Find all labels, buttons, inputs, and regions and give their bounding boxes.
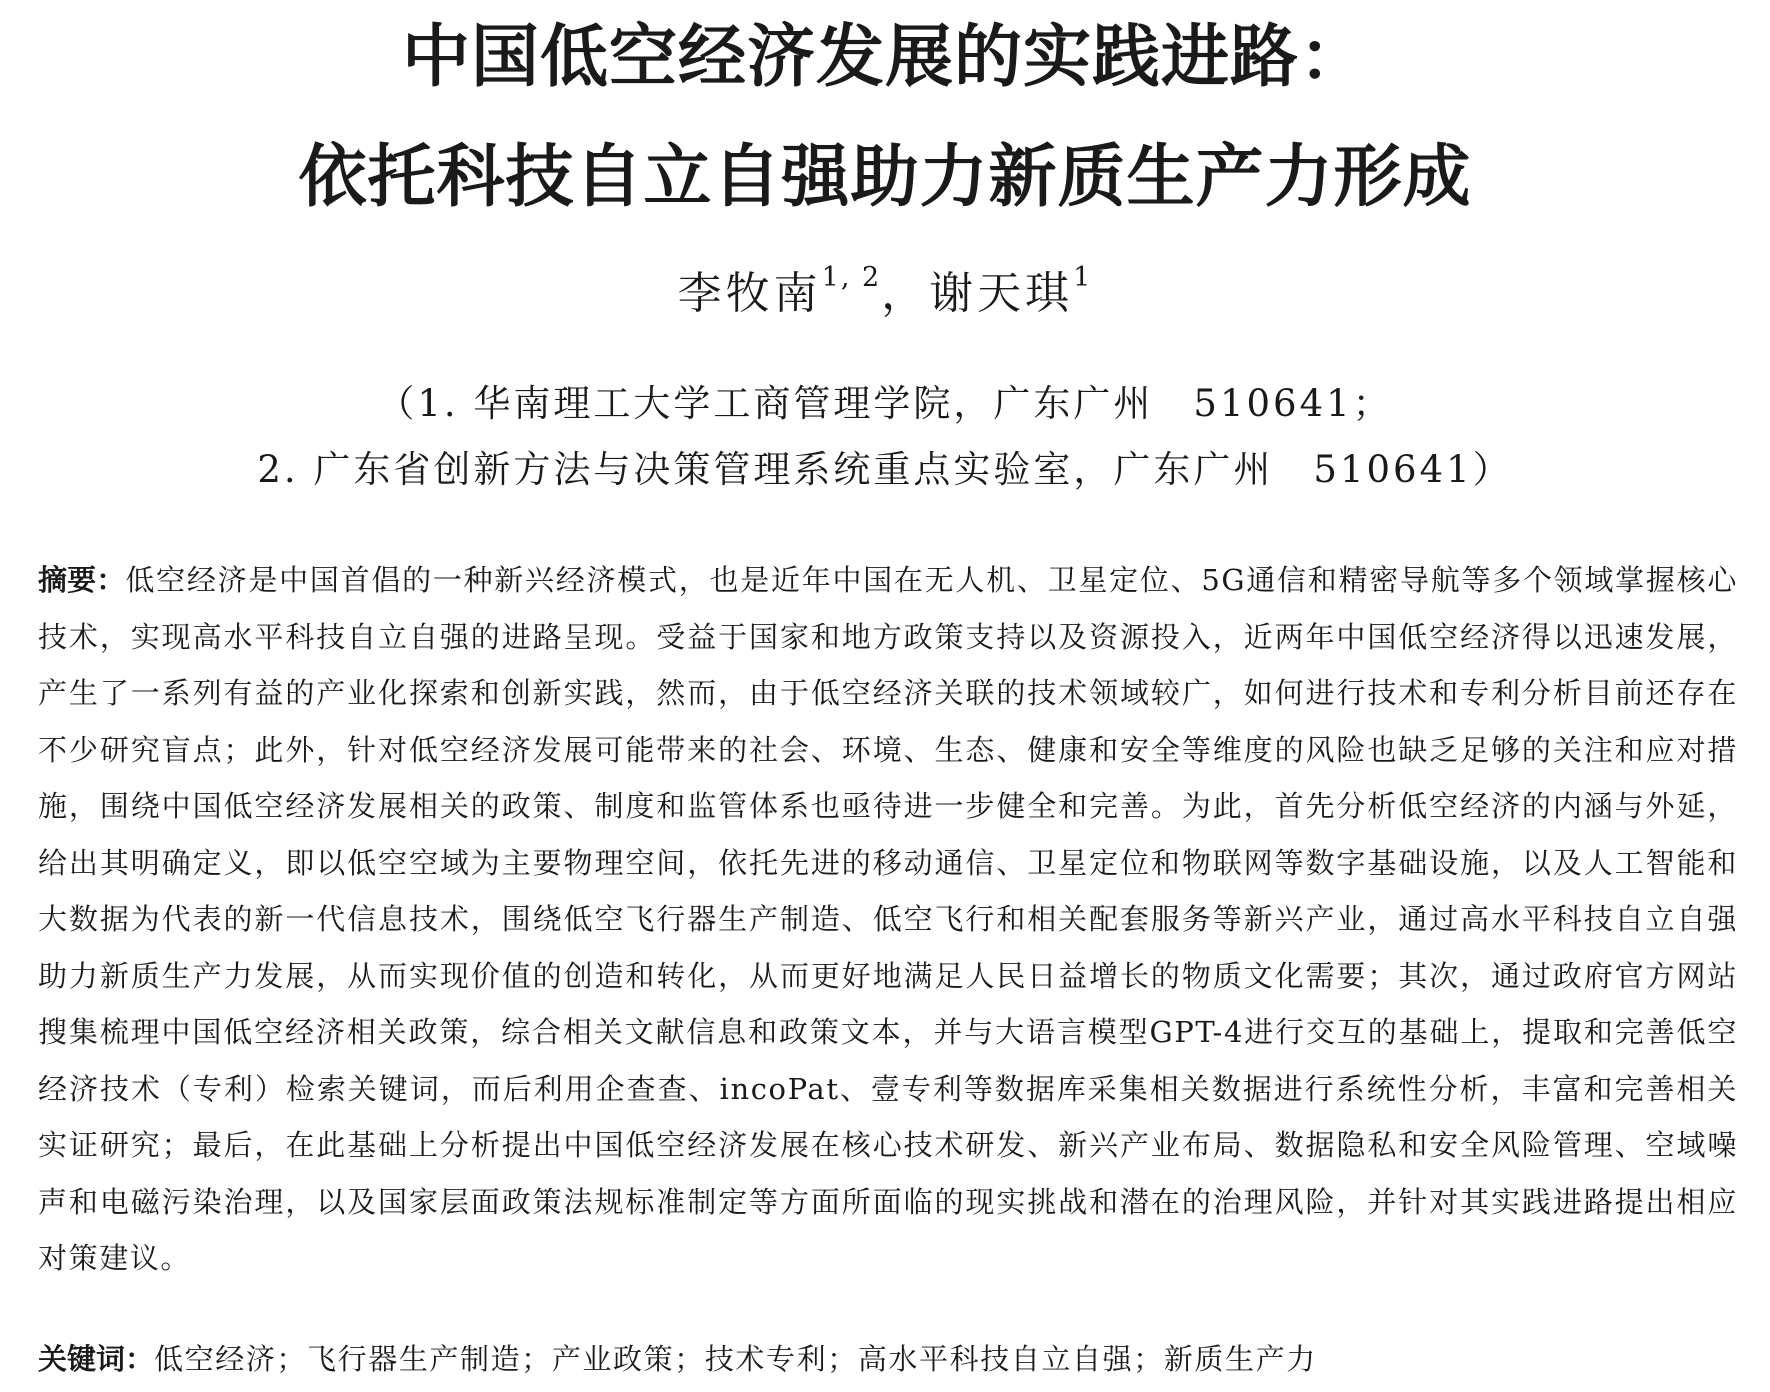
- author-2-affiliation-mark: 1: [1073, 262, 1093, 293]
- author-1-name: 李牧南: [677, 268, 822, 319]
- keywords-label: 关键词：: [38, 1342, 155, 1376]
- affiliation-line-2: 2. 广东省创新方法与决策管理系统重点实验室，广东广州 510641）: [257, 448, 1513, 491]
- abstract-paragraph: [38, 552, 1738, 1287]
- affiliation-line-1: （1. 华南理工大学工商管理学院，广东广州 510641；: [377, 382, 1393, 425]
- abstract-text: 低空经济是中国首倡的一种新兴经济模式，也是近年中国在无人机、卫星定位、5G通信和精密导航等多个领域掌握核心技术，实现高水平科技自立自强的进路呈现。受益于国家和地方政策支持以及资源投入，近两年中国低空经济得以迅速发展，产生了一系列有益的产业化探索和创新实践，然而，由于低空经济关联的技术领域较广，如何进行技术和专利分析目前还存在不少研究盲点；此外，针对低空经济发展可能带来的社会、环境、生态、健康和安全等维度的风险也缺乏足够的关注和应对措施，围绕中国低空经济发展相关的政策、制度和监管体系也亟待进一步健全和完善。为此，首先分析低空经济的内涵与外延，给出其明确定义，即以低空空域为主要物理空间，依托先进的移动通信、卫星定位和物联网等数字基础设施，以及人工智能和大数据为代表的新一代信息技术，围绕低空飞行器生产制造、低空飞行和相关配套服务等新兴产业，通过高水平科技自立自强助力新质生产力发展，从而实现价值的创造和转化，从而更好地满足人民日益增长的物质文化需要；其次，通过政府官方网站搜集梳理中国低空经济相关政策，综合相关文献信息和政策文本，并与大语言模型GPT-4进行交互的基础上，提取和完善低空经济技术（专利）检索关键词，而后利用企查查、incoPat、壹专利等数据库采集相关数据进行系统性分析，丰富和完善相关实证研究；最后，在此基础上分析提出中国低空经济发展在核心技术研发、新兴产业布局、数据隐私和安全风险管理、空域噪声和电磁污染治理，以及国家层面政策法规标准制定等方面所面临的现实挑战和潜在的治理风险，并针对其实践进路提出相应对策建议。: [38, 563, 1738, 1275]
- author-separator: ，: [881, 268, 930, 319]
- paper-title-line-2: 依托科技自立自强助力新质生产力形成: [298, 138, 1472, 217]
- author-1-affiliation-mark: 1, 2: [821, 262, 882, 293]
- keywords-line: [38, 1336, 1738, 1382]
- paper-title-line-1: 中国低空经济发展的实践进路：: [401, 18, 1368, 97]
- abstract-label: 摘要：: [38, 563, 126, 597]
- author-list: [0, 248, 1770, 324]
- author-2-name: 谢天琪: [929, 268, 1074, 319]
- keywords-text: 低空经济；飞行器生产制造；产业政策；技术专利；高水平科技自立自强；新质生产力: [154, 1342, 1317, 1376]
